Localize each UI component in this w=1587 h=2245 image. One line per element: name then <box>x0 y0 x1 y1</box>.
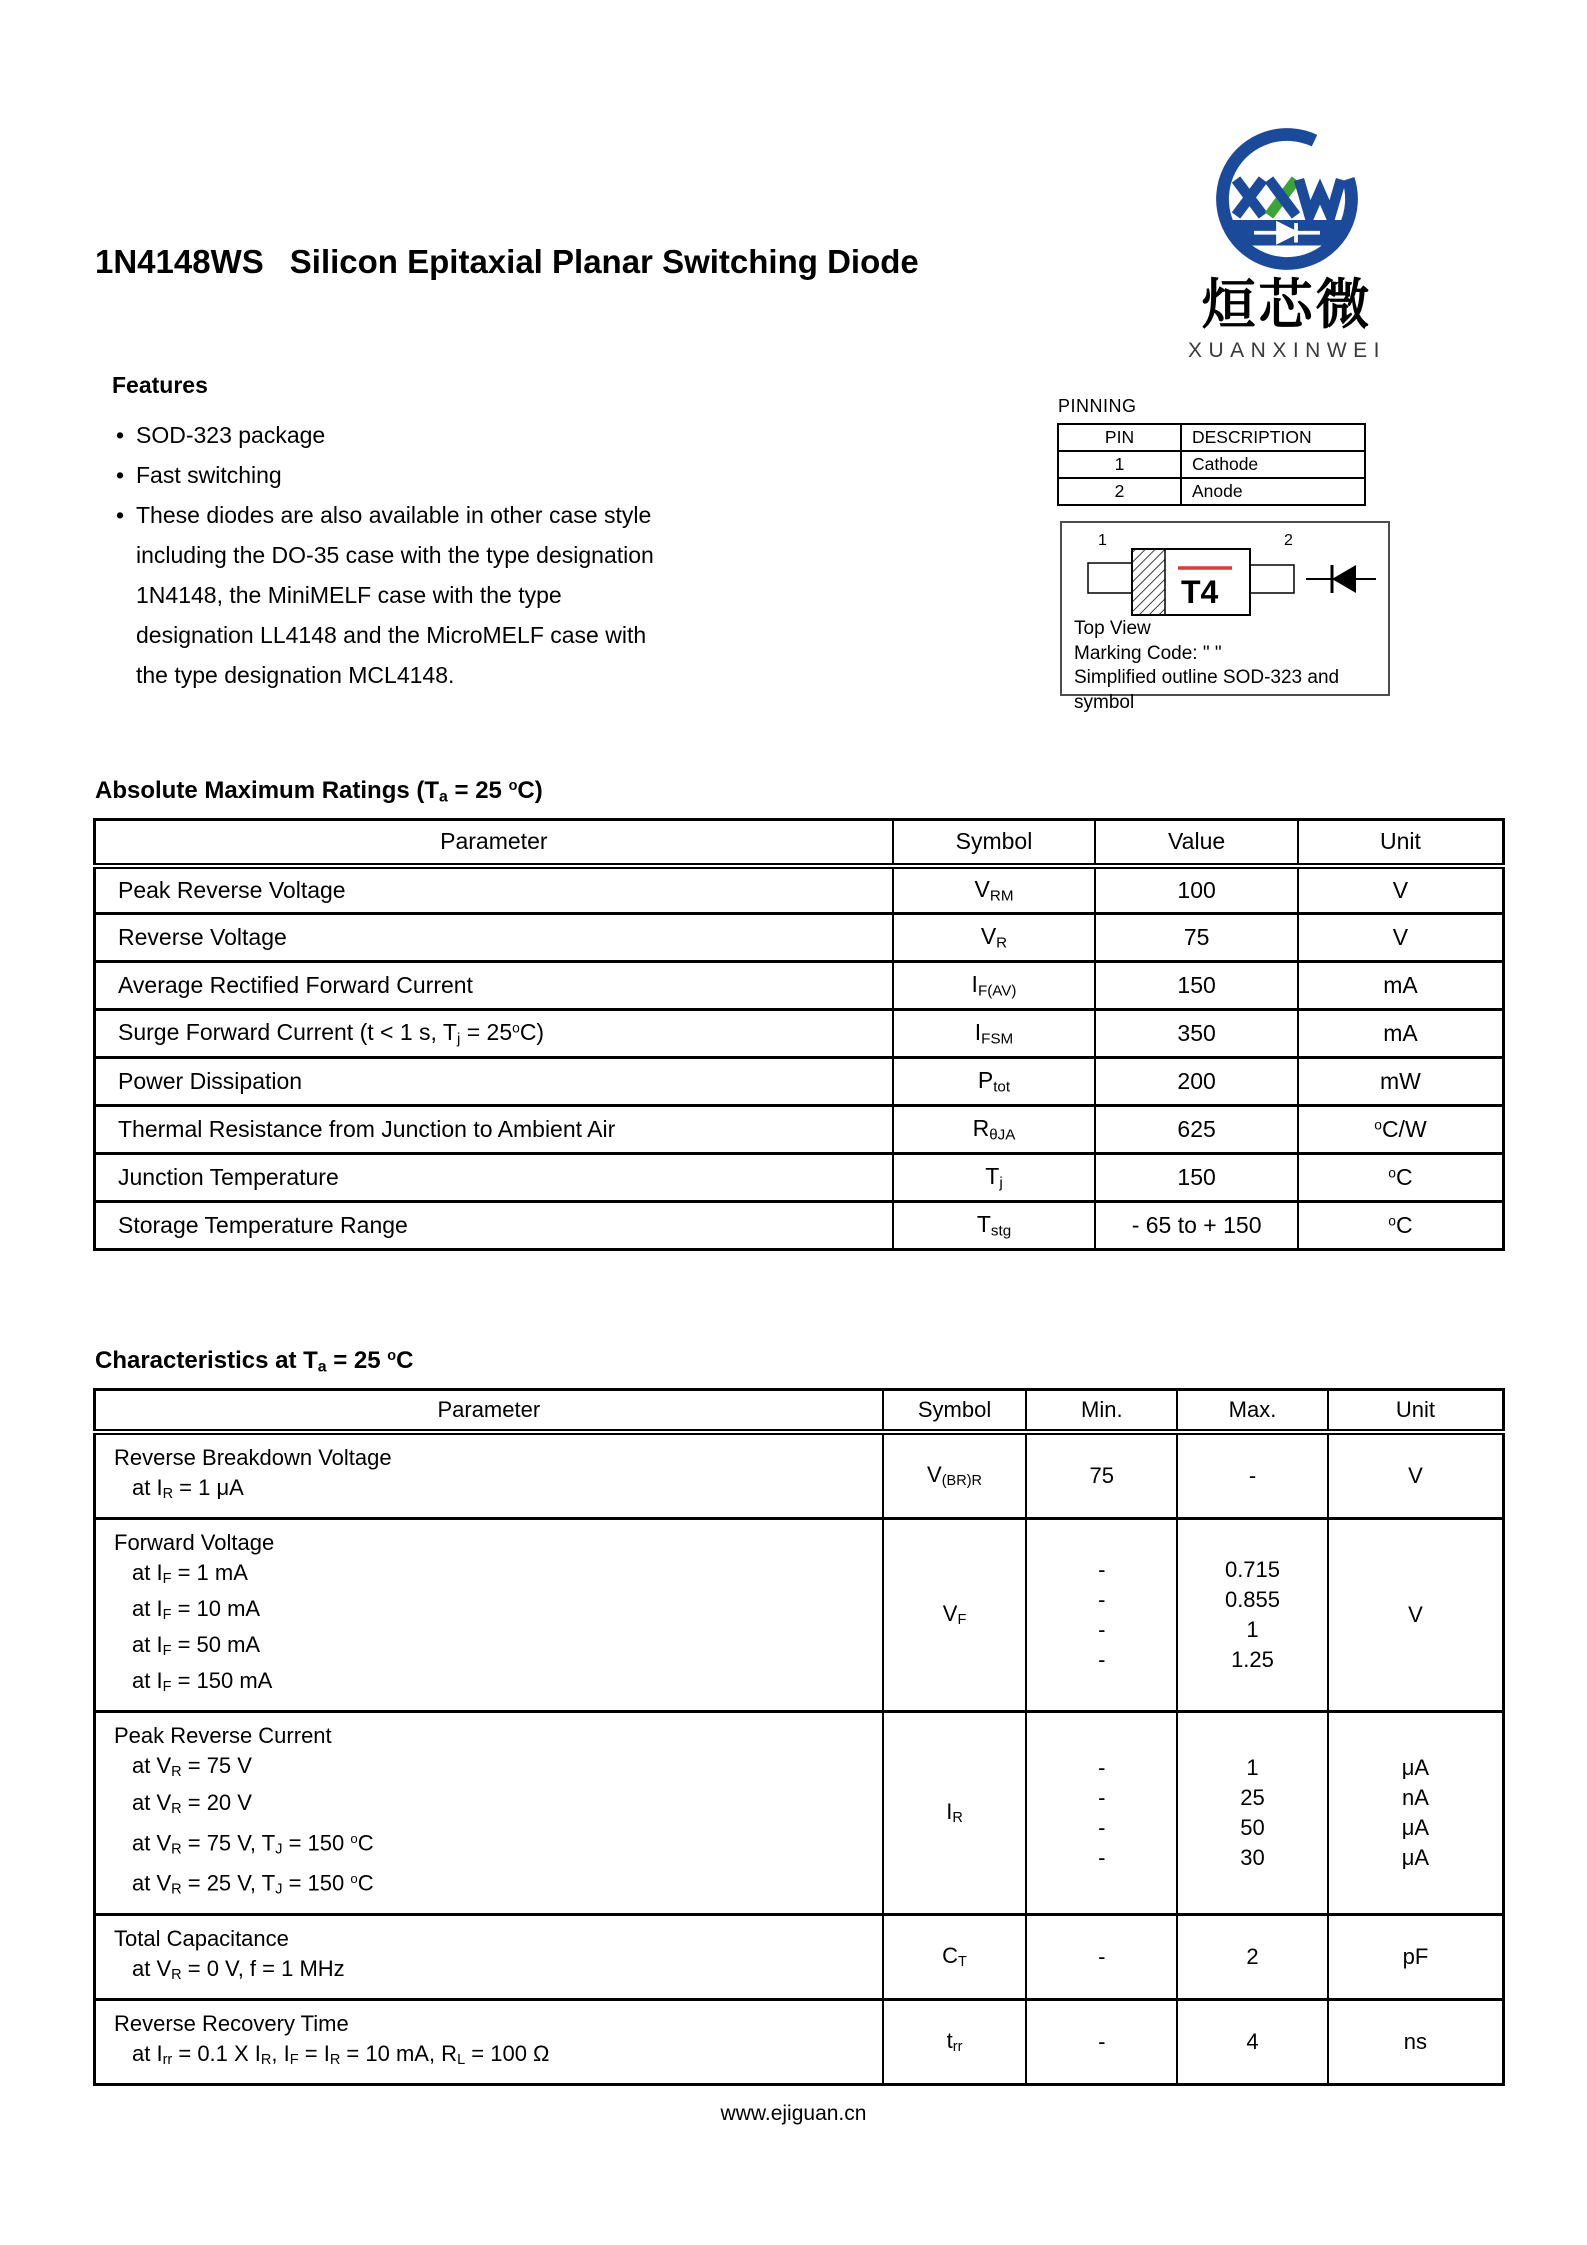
column-header-value: Value <box>1095 820 1298 866</box>
logo-mark-icon <box>1211 124 1363 274</box>
param-cell: Junction Temperature <box>95 1154 893 1202</box>
value-cell: - 65 to + 150 <box>1095 1202 1298 1250</box>
max-cell: 2 <box>1177 1914 1328 1999</box>
unit-cell: V <box>1328 1432 1504 1519</box>
param-cell: Power Dissipation <box>95 1058 893 1106</box>
pinning-header-row <box>1058 424 1365 451</box>
param-cell: Reverse Voltage <box>95 914 893 962</box>
part-number: 1N4148WS <box>95 243 264 280</box>
features-section <box>112 372 792 695</box>
pin1-lead <box>1088 563 1132 593</box>
column-header-parameter: Parameter <box>95 820 893 866</box>
symbol-cell: $I_R$ <box>883 1712 1027 1914</box>
max-cell: 0.715 0.855 1 1.25 <box>1177 1518 1328 1712</box>
pinning-heading: PINNING <box>1058 396 1137 416</box>
unit-cell: V <box>1328 1518 1504 1712</box>
column-header-symbol: Symbol <box>893 820 1096 866</box>
symbol-cell: $R_{\theta JA}$ <box>893 1106 1096 1154</box>
param-cell: Peak Reverse Current at $V_R = 75$ V at $V_R = 20$ V at $V_R = 75$ V, $T_J = 150$ $^o$C at $V_R = 25$ V, $T_J = 150$ $^o$C <box>95 1712 883 1914</box>
min-cell: 75 <box>1026 1432 1177 1519</box>
unit-cell: ns <box>1328 1999 1504 2084</box>
unit-cell: V <box>1298 866 1504 914</box>
param-cell: Reverse Recovery Time at $I_{rr} = 0.1$ X $I_R$, $I_F = I_R = 10$ mA, $R_L = 100$ Ω <box>95 1999 883 2084</box>
unit-cell: V <box>1298 914 1504 962</box>
characteristics-table <box>93 1388 1505 2086</box>
unit-cell: pF <box>1328 1914 1504 1999</box>
title-text: Silicon Epitaxial Planar Switching Diode <box>289 243 919 280</box>
value-cell: 75 <box>1095 914 1298 962</box>
table-row <box>95 914 1504 962</box>
column-header-unit: Unit <box>1298 820 1504 866</box>
value-cell: 100 <box>1095 866 1298 914</box>
symbol-cell: $V_{(BR)R}$ <box>883 1432 1027 1519</box>
pinning-row <box>1058 451 1365 478</box>
sod323-outline-drawing <box>1062 523 1388 619</box>
pin1-label: 1 <box>1098 532 1107 549</box>
table-row <box>95 962 1504 1010</box>
page-title <box>95 243 919 281</box>
symbol-cell: $V_{RM}$ <box>893 866 1096 914</box>
unit-cell: $^o$C/W <box>1298 1106 1504 1154</box>
package-outline-box <box>1060 521 1390 713</box>
unit-cell: mW <box>1298 1058 1504 1106</box>
table-row <box>95 1518 1504 1712</box>
unit-cell: mA <box>1298 962 1504 1010</box>
column-header-unit: Unit <box>1328 1390 1504 1432</box>
char-header-row <box>95 1390 1504 1432</box>
company-logo <box>1172 124 1402 363</box>
param-cell: Peak Reverse Voltage <box>95 866 893 914</box>
symbol-cell: $P_{tot}$ <box>893 1058 1096 1106</box>
value-cell: 150 <box>1095 1154 1298 1202</box>
feature-item-continuation: 1N4148, the MiniMELF case with the type <box>136 582 562 608</box>
caption-top-view: Top View <box>1074 618 1151 639</box>
pinning-table <box>1057 423 1366 506</box>
param-cell: Forward Voltage at $I_F = 1$ mA at $I_F = 10$ mA at $I_F = 50$ mA at $I_F = 150$ mA <box>95 1518 883 1712</box>
max-cell: 1 25 50 30 <box>1177 1712 1328 1914</box>
absolute-maximum-ratings-table <box>93 818 1505 1251</box>
caption-outline: Simplified outline SOD-323 and symbol <box>1074 667 1340 713</box>
table-row <box>95 866 1504 914</box>
symbol-cell: $I_{FSM}$ <box>893 1010 1096 1058</box>
marking-code-text: T4 <box>1181 574 1219 610</box>
pin-number: 2 <box>1058 478 1181 505</box>
feature-item-continuation: designation LL4148 and the MicroMELF case with <box>136 622 647 648</box>
value-cell: 150 <box>1095 962 1298 1010</box>
value-cell: 625 <box>1095 1106 1298 1154</box>
table-row <box>95 1202 1504 1250</box>
features-heading: Features <box>112 372 208 398</box>
max-cell: 4 <box>1177 1999 1328 2084</box>
param-cell: Thermal Resistance from Junction to Ambient Air <box>95 1106 893 1154</box>
pinning-row <box>1058 478 1365 505</box>
pin-column-header: PIN <box>1058 424 1181 451</box>
footer-url: www.ejiguan.cn <box>720 2102 867 2125</box>
pin-description: Cathode <box>1181 451 1365 478</box>
symbol-cell: $C_T$ <box>883 1914 1027 1999</box>
abs-max-heading: Absolute Maximum Ratings ($T_a = 25$ $^o$C) <box>95 777 543 806</box>
column-header-min: Min. <box>1026 1390 1177 1432</box>
min-cell: - - - - <box>1026 1518 1177 1712</box>
param-cell: Surge Forward Current (t < 1 s, $T_j = 25^oC$) <box>95 1010 893 1058</box>
unit-cell: $^o$C <box>1298 1202 1504 1250</box>
table-row <box>95 1712 1504 1914</box>
unit-cell: μA nA μA μA <box>1328 1712 1504 1914</box>
table-row <box>95 1432 1504 1519</box>
min-cell: - <box>1026 1914 1177 1999</box>
pin-description: Anode <box>1181 478 1365 505</box>
param-cell: Average Rectified Forward Current <box>95 962 893 1010</box>
symbol-cell: $V_R$ <box>893 914 1096 962</box>
feature-item: • These diodes are also available in other case style <box>112 495 792 535</box>
cathode-band <box>1132 549 1165 615</box>
symbol-cell: $T_{stg}$ <box>893 1202 1096 1250</box>
table-row <box>95 1010 1504 1058</box>
table-row <box>95 1914 1504 1999</box>
table-row <box>95 1154 1504 1202</box>
logo-romanized-name: XUANXINWEI <box>1187 339 1386 362</box>
pin-number: 1 <box>1058 451 1181 478</box>
column-header-symbol: Symbol <box>883 1390 1027 1432</box>
symbol-cell: $T_j$ <box>893 1154 1096 1202</box>
table-row <box>95 1058 1504 1106</box>
symbol-cell: $V_F$ <box>883 1518 1027 1712</box>
description-column-header: DESCRIPTION <box>1181 424 1365 451</box>
param-cell: Storage Temperature Range <box>95 1202 893 1250</box>
feature-item-continuation: the type designation MCL4148. <box>136 662 455 688</box>
column-header-parameter: Parameter <box>95 1390 883 1432</box>
param-cell: Reverse Breakdown Voltage at $I_R = 1$ μA <box>95 1432 883 1519</box>
logo-chinese-name: 烜芯微 <box>1201 275 1373 335</box>
feature-item: • Fast switching <box>112 455 792 495</box>
diode-symbol-icon <box>1306 565 1376 593</box>
column-header-max: Max. <box>1177 1390 1328 1432</box>
abs-header-row <box>95 820 1504 866</box>
unit-cell: $^o$C <box>1298 1154 1504 1202</box>
feature-item: • SOD-323 package <box>112 415 792 455</box>
max-cell: - <box>1177 1432 1328 1519</box>
value-cell: 200 <box>1095 1058 1298 1106</box>
feature-item-continuation: including the DO-35 case with the type designation <box>136 542 654 568</box>
param-cell: Total Capacitance at $V_R = 0$ V, f = 1 MHz <box>95 1914 883 1999</box>
characteristics-heading: Characteristics at $T_a = 25$ $^o$C <box>95 1347 414 1376</box>
table-row <box>95 1106 1504 1154</box>
pin2-lead <box>1250 565 1294 593</box>
min-cell: - - - - <box>1026 1712 1177 1914</box>
symbol-cell: $t_{rr}$ <box>883 1999 1027 2084</box>
unit-cell: mA <box>1298 1010 1504 1058</box>
min-cell: - <box>1026 1999 1177 2084</box>
pin2-label: 2 <box>1284 532 1293 549</box>
symbol-cell: $I_{F(AV)}$ <box>893 962 1096 1010</box>
package-captions <box>1074 617 1388 715</box>
caption-marking-code: Marking Code: " " <box>1074 642 1222 664</box>
table-row <box>95 1999 1504 2084</box>
value-cell: 350 <box>1095 1010 1298 1058</box>
